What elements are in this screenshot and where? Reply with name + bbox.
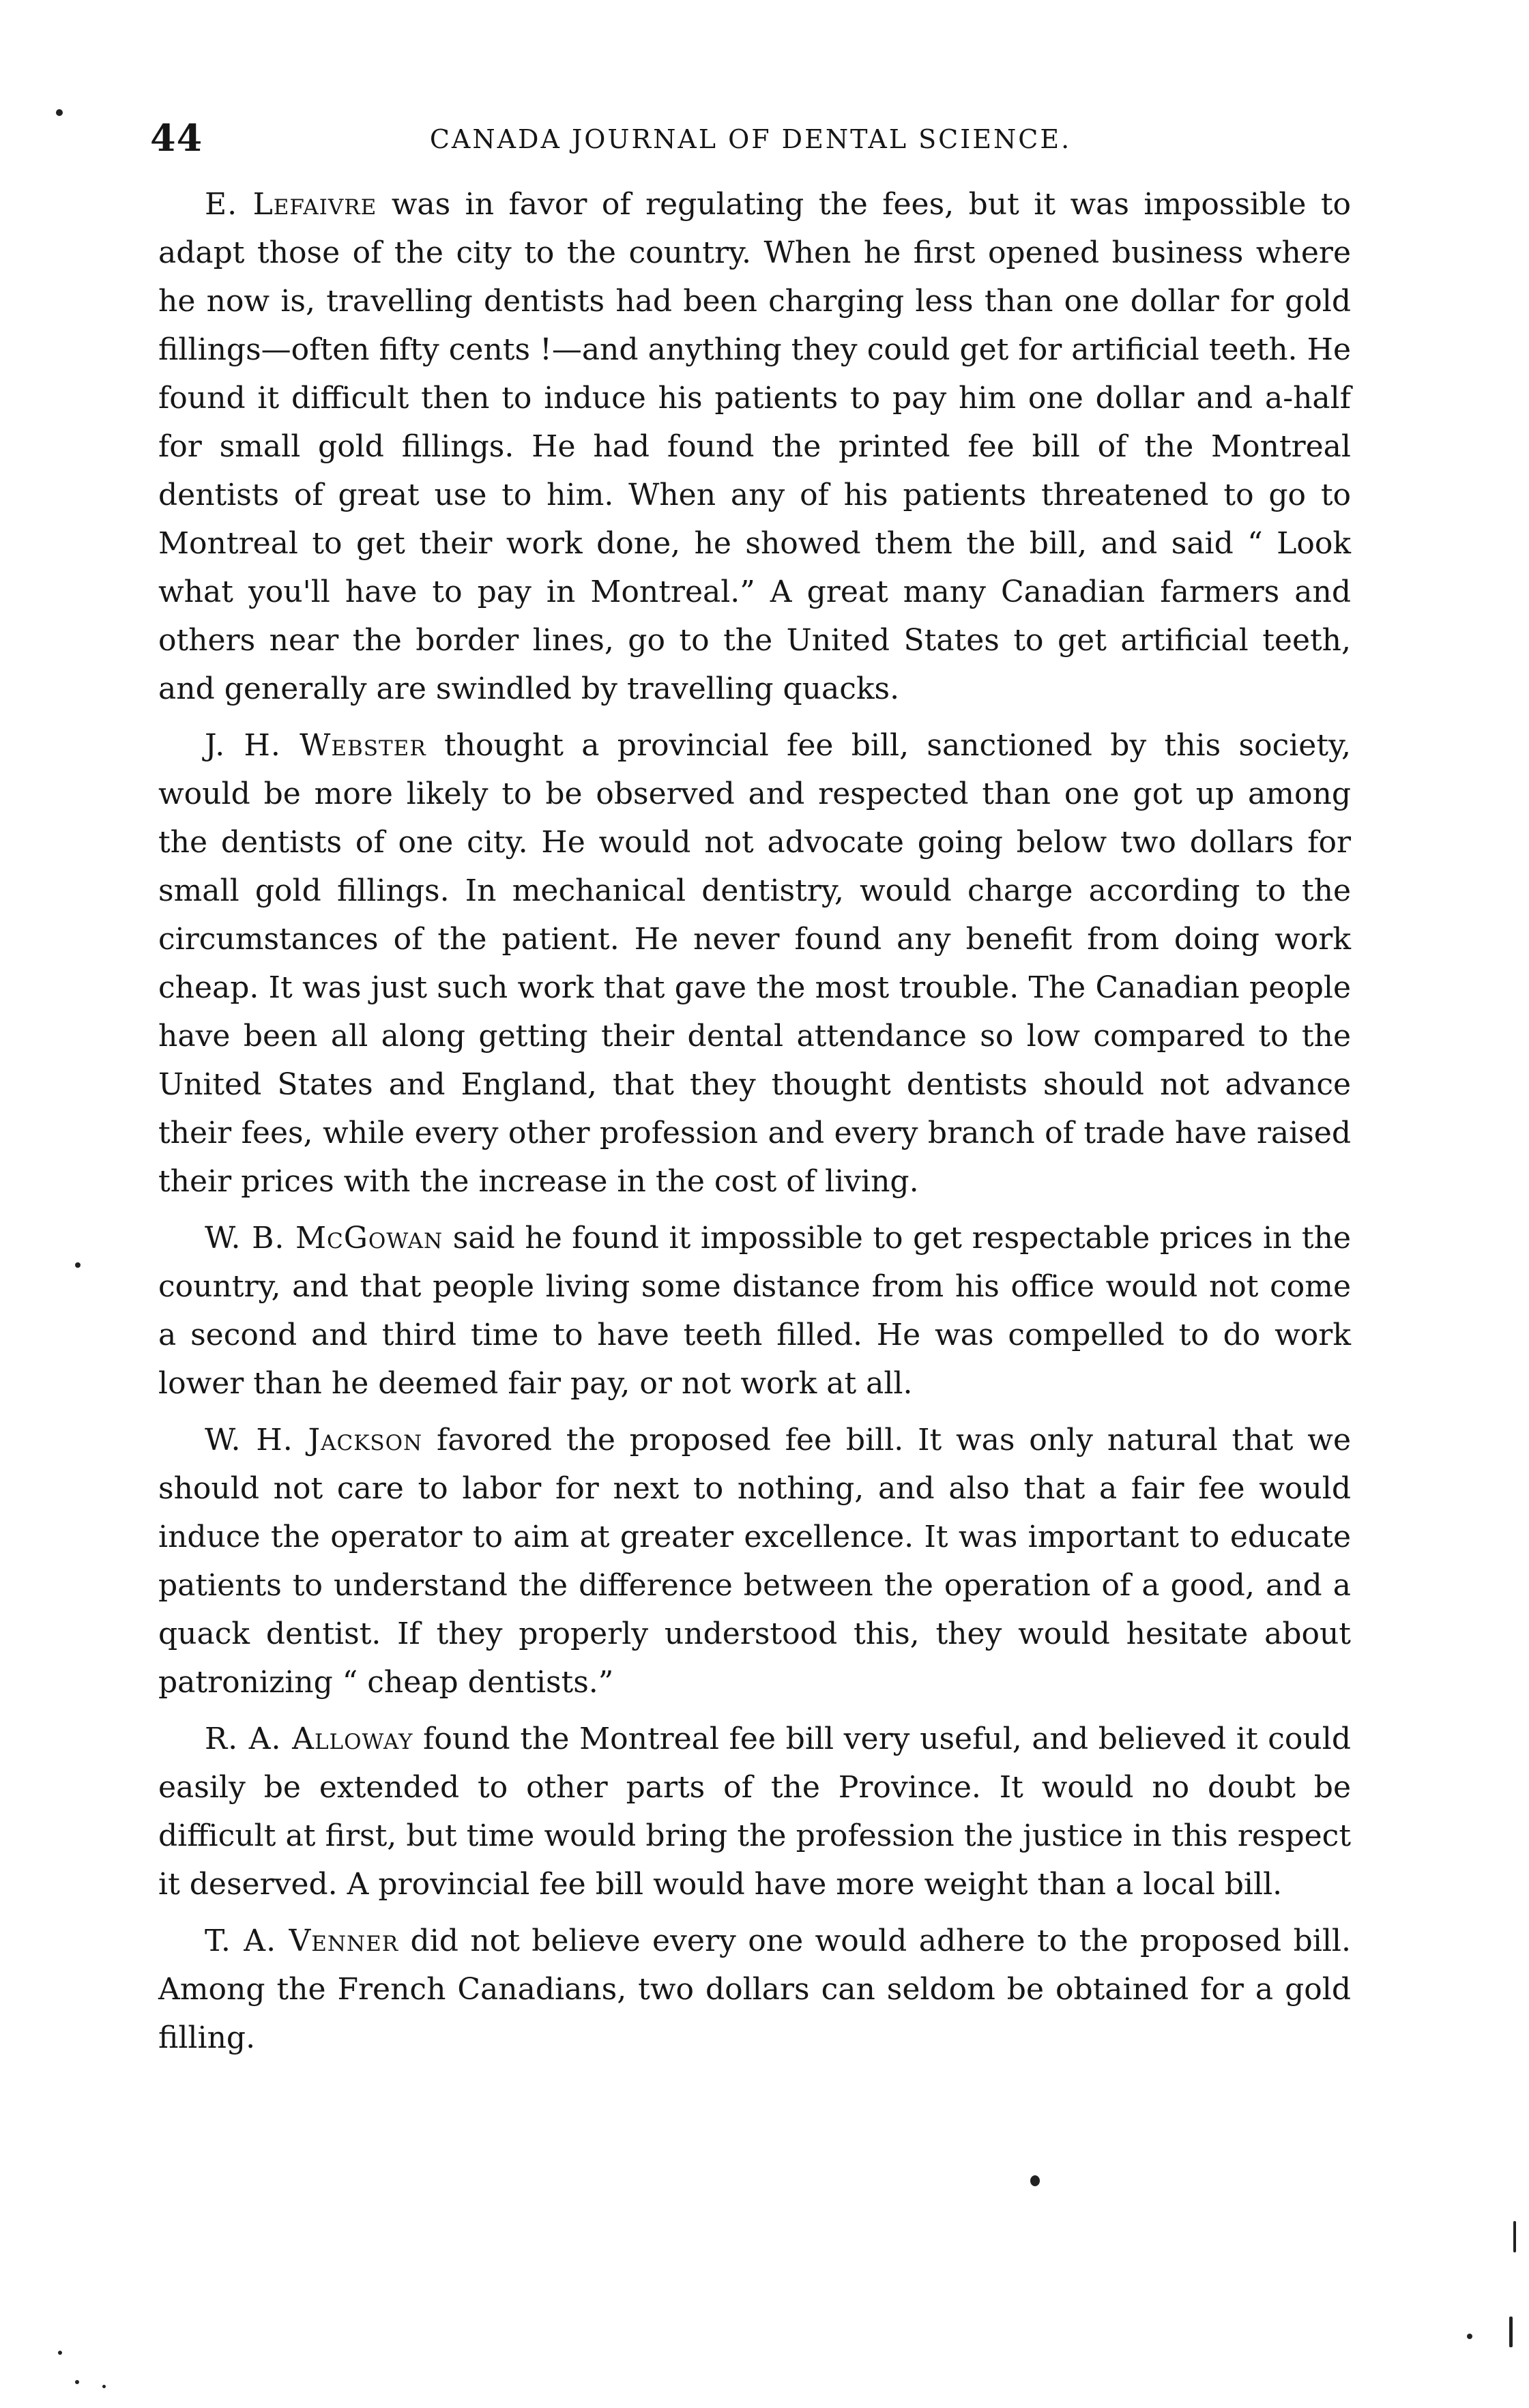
page-header — [150, 116, 1351, 171]
page-number: 44 — [150, 116, 203, 160]
speaker-name: T. A. Venner — [205, 1924, 399, 1958]
scan-speck — [1030, 2175, 1040, 2186]
speaker-name: W. B. McGowan — [205, 1221, 443, 1256]
paragraph-text: thought a provincial fee bill, sanctioned by this society, would be more likely to be observed and respected than one got up among the dentists of one city. He would not advocate going below two dollars for small gold fillings. In mechanical dentistry, would charge according to the circumstances of the patient. He never found any benefit from doing work cheap. It was just such work that gave the most trouble. The Canadian people have been all along getting their dental attendance so low compared to the United States and England, that they thought dentists should not advance their fees, while every other profession and every branch of trade have raised their prices with the increase in the cost of living. — [158, 728, 1352, 1199]
paragraph-mcgowan — [158, 1214, 1351, 1408]
paragraph-venner — [158, 1917, 1351, 2062]
speaker-name: W. H. Jackson — [205, 1423, 423, 1457]
scan-speck — [1513, 2221, 1516, 2252]
speaker-name: J. H. Webster — [205, 728, 426, 763]
scan-speck — [75, 1262, 81, 1268]
paragraph-text: said he found it impossible to get respectable prices in the country, and that people living some distance from his office would not come a second and third time to have teeth filled. He was compelled to do work lower than he deemed fair pay, or not work at all. — [158, 1221, 1351, 1401]
paragraph-text: found the Montreal fee bill very useful, and believed it could easily be extended to other parts of the Province. It would no doubt be difficult at first, but time would bring the profession the justice in this respect it deserved. A provincial fee bill would have more weight than a local bill. — [158, 1722, 1351, 1902]
paragraph-text: favored the proposed fee bill. It was only natural that we should not care to labor for next to nothing, and also that a fair fee would induce the operator to aim at greater excellence. It was important to educate patients to understand the difference between the operation of a good, and a quack dentist. If they properly understood this, they would hesitate about patronizing “ cheap dentists.” — [158, 1423, 1352, 1700]
scan-speck — [58, 2351, 62, 2355]
scan-speck — [56, 109, 63, 116]
scan-speck — [1509, 2317, 1513, 2347]
speaker-name: E. Lefaivre — [205, 187, 377, 222]
paragraph-alloway — [158, 1715, 1351, 1909]
article-body — [158, 180, 1351, 2070]
speaker-name: R. A. Alloway — [205, 1722, 413, 1756]
paragraph-text: was in favor of regulating the fees, but it was impossible to adapt those of the city to the country. When he first opened business where he now is, travelling dentists had been charging less than one dollar for gold fillings—often fifty cents !—and anything they could get for artificial teeth. He found it difficult then to induce his patients to pay him one dollar and a-half for small gold fillings. He had found the printed fee bill of the Montreal dentists of great use to him. When any of his patients threatened to go to Montreal to get their work done, he showed them the bill, and said “ Look what you'll have to pay in Montreal.” A great many Canadian farmers and others near the border lines, go to the United States to get artificial teeth, and generally are swindled by travelling quacks. — [158, 187, 1351, 706]
paragraph-webster — [158, 721, 1351, 1206]
paragraph-jackson — [158, 1416, 1351, 1707]
scan-speck — [1467, 2334, 1472, 2339]
scan-speck — [75, 2380, 79, 2384]
paragraph-lefaivre — [158, 180, 1351, 713]
running-title: CANADA JOURNAL OF DENTAL SCIENCE. — [429, 124, 1072, 154]
scan-speck — [102, 2385, 106, 2388]
paragraph-text: did not believe every one would adhere to the proposed bill. Among the French Canadians, two dollars can seldom be obtained for a gold filling. — [158, 1924, 1351, 2055]
